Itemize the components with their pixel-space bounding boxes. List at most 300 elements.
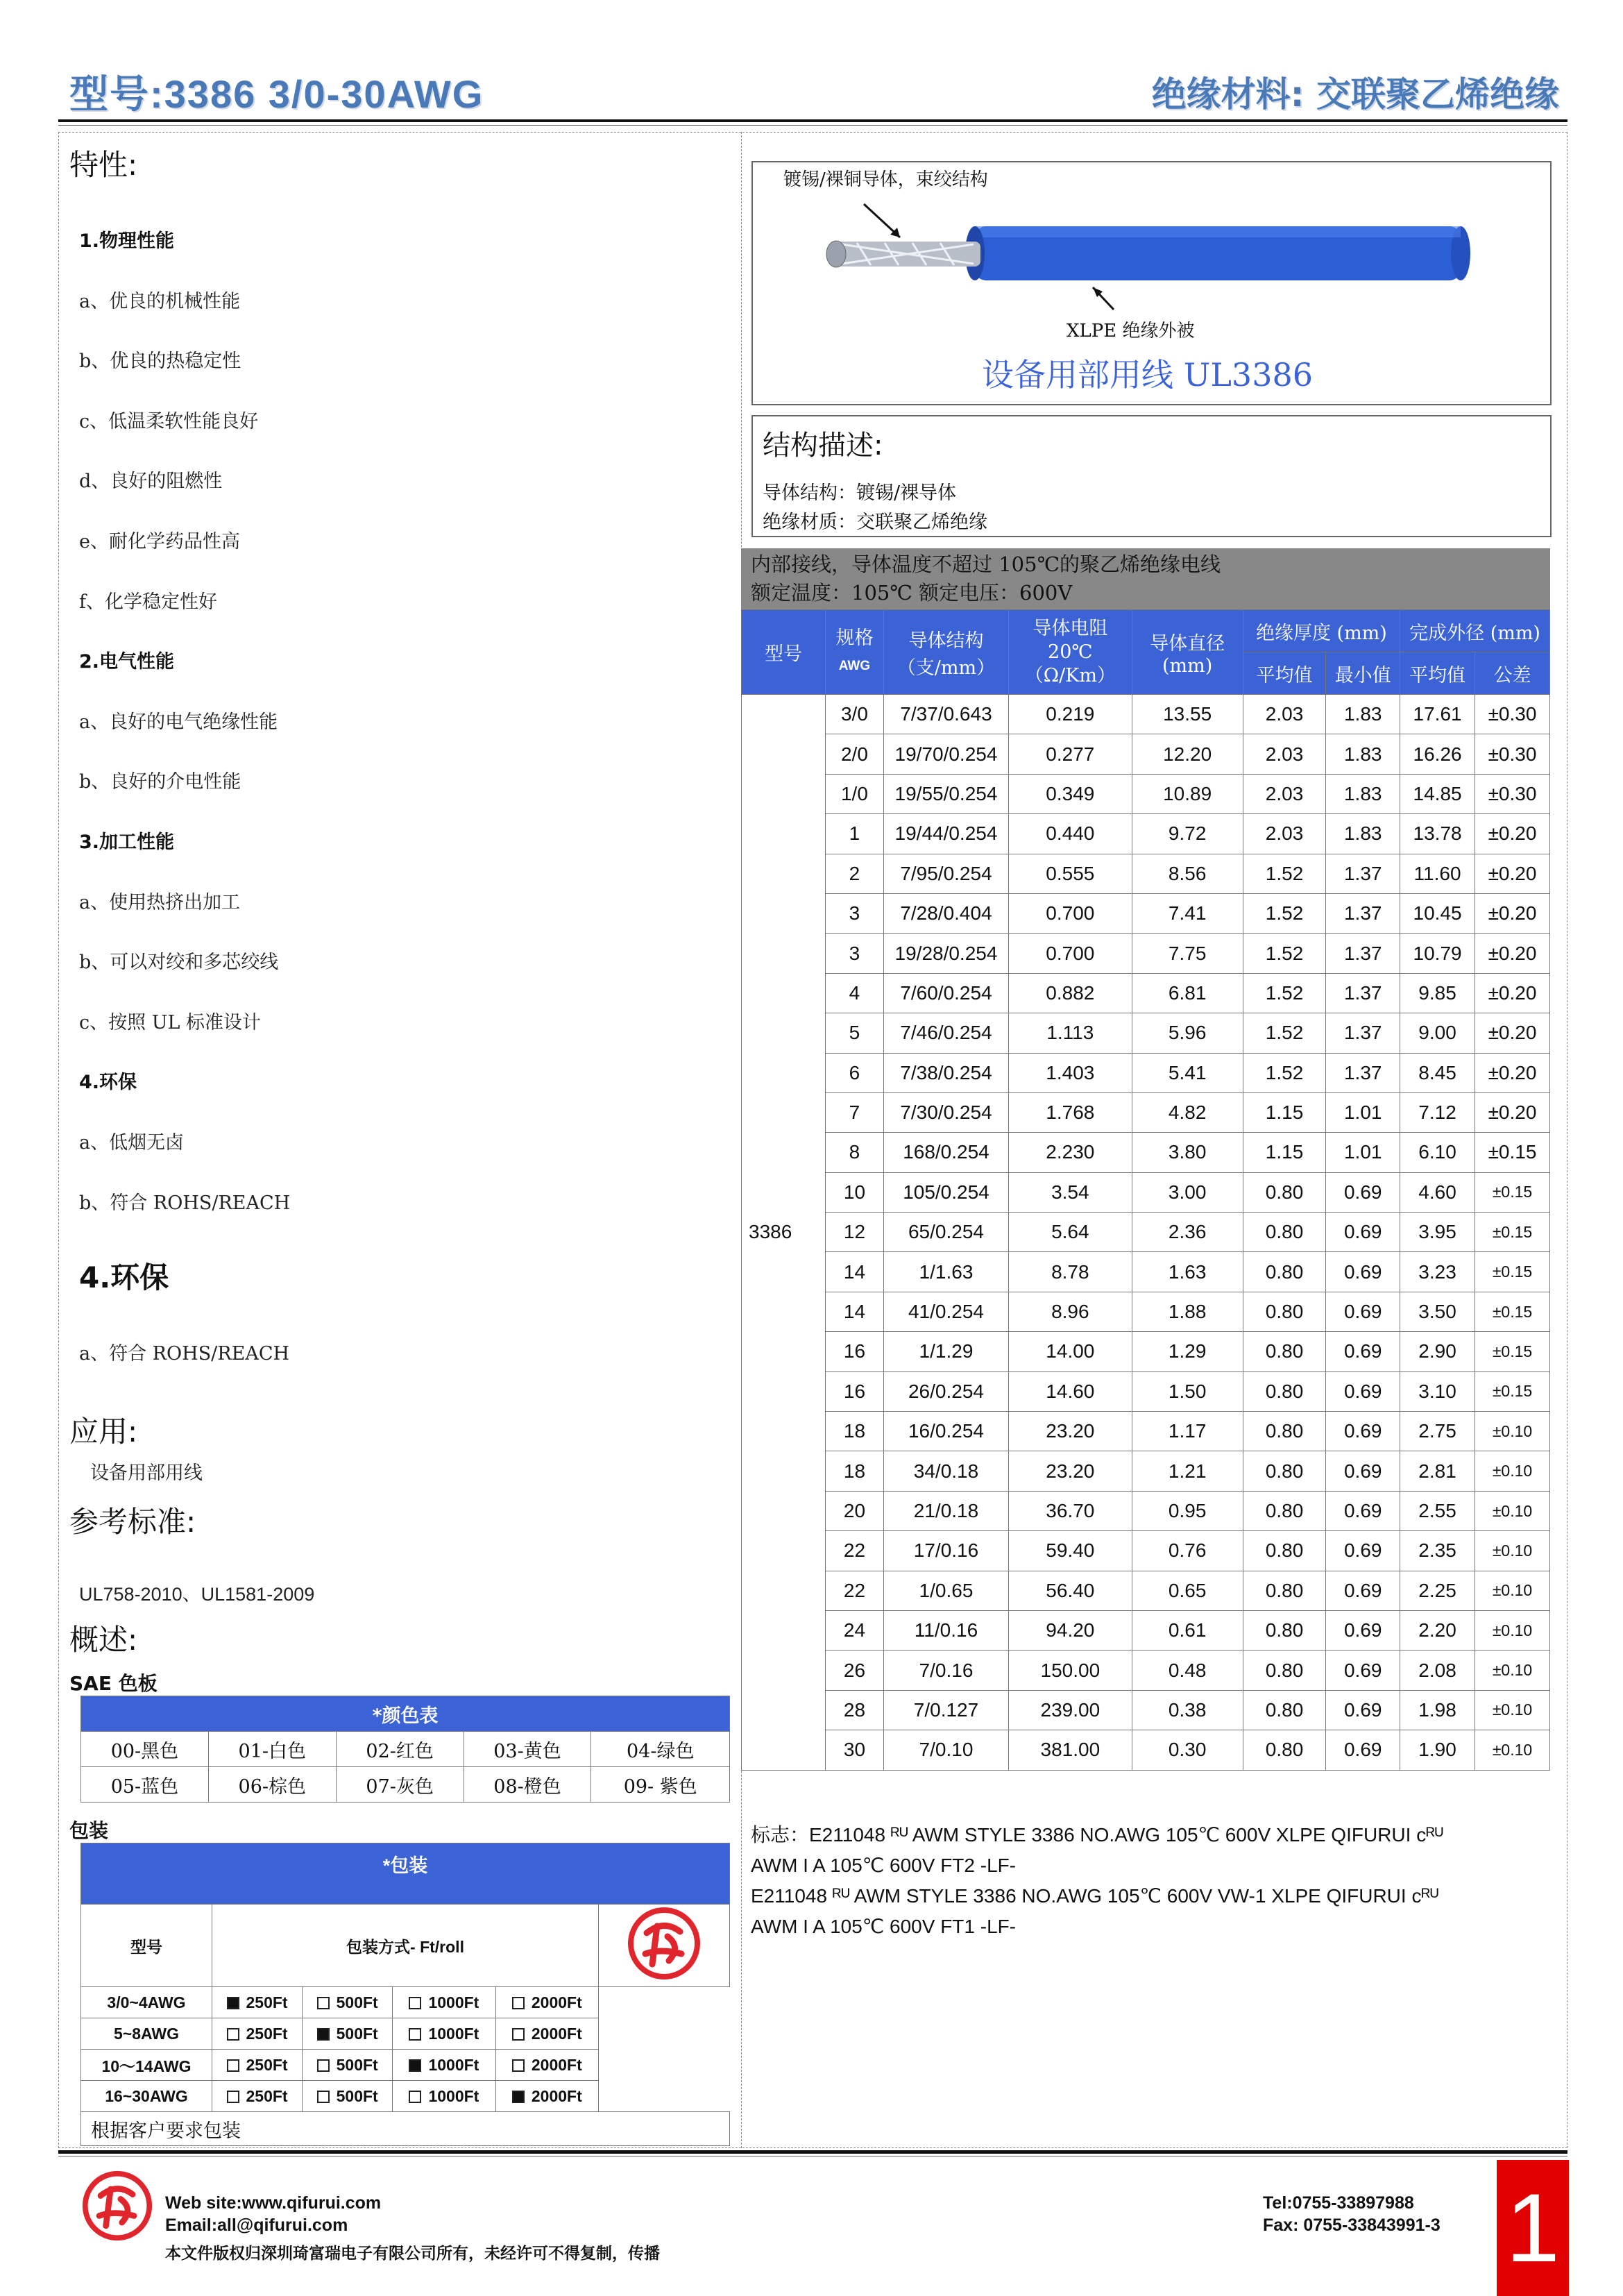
spec-cell: 1.52 [1243, 854, 1326, 893]
spec-cell: 10.79 [1400, 934, 1475, 973]
spec-cell: 2.81 [1400, 1451, 1475, 1491]
spec-cell: 9.00 [1400, 1013, 1475, 1053]
spec-cell: 0.555 [1009, 854, 1132, 893]
spec-cell: 1.01 [1326, 1133, 1400, 1172]
packing-option-label: 2000Ft [531, 2086, 582, 2105]
spec-cell: 16/0.254 [883, 1412, 1008, 1451]
spec-cell: 0.38 [1132, 1690, 1243, 1730]
spec-cell: ±0.10 [1475, 1610, 1550, 1650]
spec-cell: ±0.20 [1475, 1092, 1550, 1132]
spec-cell: 0.80 [1243, 1730, 1326, 1770]
spec-cell: 0.69 [1326, 1610, 1400, 1650]
marking-line: AWM I A 105℃ 600V FT2 -LF- [751, 1855, 1017, 1876]
spec-cell: 2.03 [1243, 734, 1326, 774]
spec-cell: 1.83 [1326, 814, 1400, 854]
spec-cell: 1.37 [1326, 854, 1400, 893]
spec-cell: 17.61 [1400, 695, 1475, 734]
color-cell: 01-白色 [208, 1732, 336, 1767]
empty-box-icon [409, 1997, 421, 2009]
spec-cell: 1.29 [1132, 1332, 1243, 1371]
spec-cell: 2/0 [826, 734, 884, 774]
spec-cell: 1.63 [1132, 1252, 1243, 1292]
packing-col-method: 包装方式- Ft/roll [212, 1905, 599, 1987]
spec-cell: 12.20 [1132, 734, 1243, 774]
packing-option-label: 500Ft [336, 2024, 378, 2043]
spec-cell: 7/0.16 [883, 1651, 1008, 1690]
empty-box-icon [512, 1997, 525, 2009]
feature-item: a、低烟无卤 [79, 1132, 185, 1154]
company-logo-icon [626, 1905, 702, 1982]
spec-cell: ±0.10 [1475, 1651, 1550, 1690]
spec-cell: 0.440 [1009, 814, 1132, 854]
spec-cell: 1.113 [1009, 1013, 1132, 1053]
spec-cell: 150.00 [1009, 1651, 1132, 1690]
color-cell: 06-棕色 [208, 1767, 336, 1803]
color-cell: 02-红色 [336, 1732, 464, 1767]
spec-cell: 6.81 [1132, 973, 1243, 1013]
col-resistance: 导体电阻 20℃ （Ω/Km） [1009, 610, 1132, 695]
col-spec [826, 610, 884, 695]
overview-heading: 概述: [69, 1623, 138, 1657]
spec-cell: 3 [826, 934, 884, 973]
spec-cell: 2.03 [1243, 774, 1326, 813]
checked-box-icon [409, 2059, 421, 2072]
packing-option-label: 1000Ft [428, 1993, 479, 2011]
packing-model: 3/0~4AWG [81, 1987, 212, 2018]
spec-cell: 1.15 [1243, 1133, 1326, 1172]
packing-label: 包装 [69, 1819, 109, 1842]
page-number: 1 [1497, 2160, 1569, 2296]
empty-box-icon [227, 2091, 239, 2103]
packing-option-label: 500Ft [336, 2055, 378, 2074]
spec-cell: 0.69 [1326, 1451, 1400, 1491]
standards-text: UL758-2010、UL1581-2009 [79, 1584, 315, 1605]
standards-heading: 参考标准: [69, 1505, 196, 1539]
spec-cell: 26/0.254 [883, 1371, 1008, 1411]
footer-logo-icon [80, 2169, 154, 2243]
spec-cell: ±0.20 [1475, 1013, 1550, 1053]
spec-cell: 10.45 [1400, 893, 1475, 933]
structure-box [751, 415, 1552, 537]
spec-cell: 9.85 [1400, 973, 1475, 1013]
footer-copyright: 本文件版权归深圳琦富瑞电子有限公司所有，未经许可不得复制，传播 [165, 2245, 660, 2263]
spec-cell: 26 [826, 1651, 884, 1690]
spec-cell: 1.403 [1009, 1053, 1132, 1092]
spec-cell: 59.40 [1009, 1531, 1132, 1571]
spec-cell: 1.98 [1400, 1690, 1475, 1730]
spec-cell: 10 [826, 1172, 884, 1212]
packing-model: 10～14AWG [81, 2050, 212, 2081]
spec-cell: 7/37/0.643 [883, 695, 1008, 734]
structure-heading: 结构描述: [763, 430, 883, 462]
spec-cell: ±0.30 [1475, 695, 1550, 734]
spec-cell: 1.01 [1326, 1092, 1400, 1132]
feature-group-title: 4.环保 [79, 1072, 137, 1094]
col-model: 型号 [742, 610, 826, 695]
spec-cell: 18 [826, 1412, 884, 1451]
empty-box-icon [409, 2028, 421, 2041]
spec-cell: ±0.20 [1475, 893, 1550, 933]
packing-option [393, 2050, 495, 2081]
spec-cell: ±0.30 [1475, 774, 1550, 813]
spec-cell: ±0.10 [1475, 1531, 1550, 1571]
model-cell: 3386 [742, 695, 826, 1771]
spec-cell: 4 [826, 973, 884, 1013]
spec-cell: ±0.20 [1475, 854, 1550, 893]
spec-cell: 16.26 [1400, 734, 1475, 774]
spec-cell: 6.10 [1400, 1133, 1475, 1172]
spec-cell: 1.37 [1326, 973, 1400, 1013]
spec-cell: ±0.10 [1475, 1571, 1550, 1610]
env-big-title: 4.环保 [79, 1260, 169, 1294]
checked-box-icon [512, 2091, 525, 2103]
spec-cell: 7/28/0.404 [883, 893, 1008, 933]
spec-cell: 94.20 [1009, 1610, 1132, 1650]
spec-cell: 0.76 [1132, 1531, 1243, 1571]
feature-group-title: 3.加工性能 [79, 832, 175, 853]
spec-cell: 2.08 [1400, 1651, 1475, 1690]
marking-line: 标志：E211048 ᴿᵁ AWM STYLE 3386 NO.AWG 105℃ 600V XLPE QIFURUI cᴿᵁ [751, 1824, 1443, 1846]
spec-cell: 7/38/0.254 [883, 1053, 1008, 1092]
spec-cell: 0.61 [1132, 1610, 1243, 1650]
spec-cell: 0.80 [1243, 1651, 1326, 1690]
spec-cell: 5 [826, 1013, 884, 1053]
spec-cell: 2.90 [1400, 1332, 1475, 1371]
spec-cell: ±0.15 [1475, 1292, 1550, 1331]
spec-cell: 1.83 [1326, 734, 1400, 774]
spec-cell: 11/0.16 [883, 1610, 1008, 1650]
spec-cell: 16 [826, 1332, 884, 1371]
feature-group-title: 1.物理性能 [79, 230, 175, 252]
packing-option [495, 2050, 598, 2081]
spec-cell: ±0.15 [1475, 1252, 1550, 1292]
spec-cell: 0.69 [1326, 1412, 1400, 1451]
spec-cell: 1.768 [1009, 1092, 1132, 1132]
spec-cell: 13.55 [1132, 695, 1243, 734]
col-diameter: 导体直径(mm) [1132, 610, 1243, 695]
spec-cell: 0.700 [1009, 934, 1132, 973]
spec-cell: 1.52 [1243, 1013, 1326, 1053]
spec-cell: 1.83 [1326, 695, 1400, 734]
empty-box-icon [409, 2091, 421, 2103]
spec-cell: 1.52 [1243, 893, 1326, 933]
spec-cell: 1/1.63 [883, 1252, 1008, 1292]
spec-cell: 2.03 [1243, 695, 1326, 734]
feature-item: b、符合 ROHS/REACH [79, 1192, 291, 1214]
packing-option [303, 1987, 393, 2018]
spec-cell: ±0.10 [1475, 1730, 1550, 1770]
spec-cell: 18 [826, 1451, 884, 1491]
spec-cell: 34/0.18 [883, 1451, 1008, 1491]
rating-line1: 内部接线，导体温度不超过 105℃的聚乙烯绝缘电线 [751, 552, 1221, 576]
wire-label-top: 镀锡/裸铜导体，束绞结构 [783, 169, 988, 190]
spec-cell: 28 [826, 1690, 884, 1730]
spec-cell: 1.52 [1243, 1053, 1326, 1092]
spec-cell: 3.54 [1009, 1172, 1132, 1212]
packing-option-label: 2000Ft [531, 2024, 582, 2043]
col-ins-thickness: 绝缘厚度 (mm) [1243, 610, 1400, 652]
col-conductor: 导体结构（支/mm） [883, 610, 1008, 695]
spec-cell: 0.80 [1243, 1412, 1326, 1451]
spec-cell: 3/0 [826, 695, 884, 734]
color-cell: 09- 紫色 [591, 1767, 730, 1803]
spec-cell: 4.82 [1132, 1092, 1243, 1132]
insulation-material: 绝缘材料: 交联聚乙烯绝缘 [1151, 74, 1559, 115]
header-rule-thin [58, 125, 1567, 126]
spec-cell: ±0.20 [1475, 973, 1550, 1013]
spec-cell: 1.83 [1326, 774, 1400, 813]
packing-option-label: 1000Ft [428, 2055, 479, 2074]
spec-cell: ±0.15 [1475, 1371, 1550, 1411]
spec-cell: 2.230 [1009, 1133, 1132, 1172]
packing-col-model: 型号 [81, 1905, 212, 1987]
spec-cell: 0.80 [1243, 1252, 1326, 1292]
color-cell: 00-黑色 [81, 1732, 209, 1767]
spec-cell: 22 [826, 1531, 884, 1571]
packing-model: 5~8AWG [81, 2018, 212, 2050]
spec-cell: 11.60 [1400, 854, 1475, 893]
spec-cell: 2.03 [1243, 814, 1326, 854]
packing-option-label: 1000Ft [428, 2086, 479, 2105]
spec-cell: 0.69 [1326, 1213, 1400, 1252]
spec-cell: ±0.15 [1475, 1172, 1550, 1212]
spec-cell: ±0.10 [1475, 1690, 1550, 1730]
feature-item: a、良好的电气绝缘性能 [79, 711, 278, 733]
feature-group-title: 2.电气性能 [79, 651, 175, 673]
spec-cell: 0.48 [1132, 1651, 1243, 1690]
packing-option-label: 500Ft [336, 2086, 378, 2105]
spec-cell: 1.17 [1132, 1412, 1243, 1451]
spec-cell: 1.37 [1326, 1053, 1400, 1092]
marking-text [751, 1820, 1549, 1942]
spec-cell: ±0.20 [1475, 934, 1550, 973]
packing-option [212, 1987, 303, 2018]
empty-box-icon [317, 1997, 330, 2009]
packing-option [393, 2081, 495, 2112]
spec-cell: ±0.20 [1475, 1053, 1550, 1092]
spec-cell: 0.69 [1326, 1252, 1400, 1292]
feature-item: b、良好的介电性能 [79, 771, 241, 793]
spec-cell: 19/44/0.254 [883, 814, 1008, 854]
spec-cell: 0.219 [1009, 695, 1132, 734]
feature-item: a、使用热挤出加工 [79, 891, 241, 913]
spec-cell: 30 [826, 1730, 884, 1770]
spec-cell: 1.52 [1243, 934, 1326, 973]
col-outer-dia: 完成外径 (mm) [1400, 610, 1550, 652]
spec-cell: 168/0.254 [883, 1133, 1008, 1172]
spec-cell: 7/60/0.254 [883, 973, 1008, 1013]
footer-email: Email:all@qifurui.com [165, 2215, 348, 2235]
spec-cell: 10.89 [1132, 774, 1243, 813]
spec-cell: 23.20 [1009, 1451, 1132, 1491]
spec-cell: 17/0.16 [883, 1531, 1008, 1571]
empty-box-icon [227, 2028, 239, 2041]
packing-table [80, 1843, 730, 2146]
packing-option [212, 2081, 303, 2112]
spec-cell: 0.80 [1243, 1172, 1326, 1212]
spec-cell: 0.69 [1326, 1371, 1400, 1411]
spec-cell: 0.80 [1243, 1690, 1326, 1730]
spec-cell: 36.70 [1009, 1491, 1132, 1530]
application-text: 设备用部用线 [90, 1462, 203, 1484]
spec-cell: 14.85 [1400, 774, 1475, 813]
marking-line: E211048 ᴿᵁ AWM STYLE 3386 NO.AWG 105℃ 600V VW-1 XLPE QIFURUI cᴿᵁ [751, 1885, 1439, 1907]
color-cell: 07-灰色 [336, 1767, 464, 1803]
packing-option-label: 250Ft [246, 2086, 288, 2105]
spec-cell: 3.00 [1132, 1172, 1243, 1212]
spec-cell: 1.37 [1326, 934, 1400, 973]
spec-cell: 24 [826, 1610, 884, 1650]
spec-cell: 14 [826, 1292, 884, 1331]
spec-cell: 9.72 [1132, 814, 1243, 854]
spec-cell: ±0.15 [1475, 1133, 1550, 1172]
footer-fax: Fax: 0755-33843991-3 [1263, 2215, 1441, 2235]
spec-cell: 7/95/0.254 [883, 854, 1008, 893]
spec-cell: 65/0.254 [883, 1213, 1008, 1252]
spec-cell: 3.95 [1400, 1213, 1475, 1252]
spec-cell: 19/70/0.254 [883, 734, 1008, 774]
packing-option [303, 2050, 393, 2081]
spec-cell: 14.60 [1009, 1371, 1132, 1411]
spec-cell: 1.52 [1243, 973, 1326, 1013]
spec-cell: 1/0 [826, 774, 884, 813]
spec-cell: 3.50 [1400, 1292, 1475, 1331]
wire-caption: 设备用部用线 UL3386 [982, 356, 1314, 394]
empty-box-icon [512, 2059, 525, 2072]
spec-cell: 8.45 [1400, 1053, 1475, 1092]
spec-cell: ±0.15 [1475, 1332, 1550, 1371]
spec-cell: 2.35 [1400, 1531, 1475, 1571]
feature-item: b、优良的热稳定性 [79, 351, 241, 373]
packing-option [393, 2018, 495, 2050]
spec-cell: 21/0.18 [883, 1491, 1008, 1530]
spec-cell: 3.23 [1400, 1252, 1475, 1292]
rating-bar [741, 548, 1550, 609]
color-cell: 04-绿色 [591, 1732, 730, 1767]
spec-cell: 8.96 [1009, 1292, 1132, 1331]
packing-option-label: 250Ft [246, 2055, 288, 2074]
spec-cell: 19/55/0.254 [883, 774, 1008, 813]
spec-cell: 0.65 [1132, 1571, 1243, 1610]
spec-cell: 8.56 [1132, 854, 1243, 893]
spec-cell: 7.41 [1132, 893, 1243, 933]
spec-cell: 7.75 [1132, 934, 1243, 973]
packing-option [303, 2018, 393, 2050]
wire-label-bottom: XLPE 绝缘外被 [1067, 321, 1195, 341]
spec-cell: 0.69 [1326, 1292, 1400, 1331]
spec-cell: 0.69 [1326, 1531, 1400, 1571]
spec-cell: 1.37 [1326, 1013, 1400, 1053]
empty-box-icon [317, 2091, 330, 2103]
features-heading: 特性: [69, 148, 138, 182]
packing-note: 根据客户要求包装 [81, 2112, 730, 2146]
packing-option-label: 500Ft [336, 1993, 378, 2011]
spec-cell: 0.80 [1243, 1213, 1326, 1252]
spec-cell: 0.95 [1132, 1491, 1243, 1530]
packing-option-label: 250Ft [246, 2024, 288, 2043]
checked-box-icon [227, 1997, 239, 2009]
color-cell: 05-蓝色 [81, 1767, 209, 1803]
spec-cell: 7 [826, 1092, 884, 1132]
spec-cell: 6 [826, 1053, 884, 1092]
rating-line2: 额定温度：105℃ 额定电压：600V [751, 581, 1073, 605]
env-big-item: a、符合 ROHS/REACH [79, 1343, 290, 1365]
feature-item: d、良好的阻燃性 [79, 471, 223, 493]
spec-cell: 0.69 [1326, 1571, 1400, 1610]
spec-cell: 239.00 [1009, 1690, 1132, 1730]
model-title: 型号:3386 3/0-30AWG [69, 72, 484, 116]
spec-cell: 2.25 [1400, 1571, 1475, 1610]
spec-cell: 7/0.10 [883, 1730, 1008, 1770]
spec-cell: 7/46/0.254 [883, 1013, 1008, 1053]
packing-option-label: 2000Ft [531, 2055, 582, 2074]
spec-cell: 22 [826, 1571, 884, 1610]
spec-cell: 7/30/0.254 [883, 1092, 1008, 1132]
spec-cell: 5.41 [1132, 1053, 1243, 1092]
color-table [80, 1696, 730, 1803]
company-logo-cell [599, 1905, 730, 1987]
footer-tel: Tel:0755-33897988 [1263, 2193, 1414, 2213]
spec-cell: 0.80 [1243, 1292, 1326, 1331]
spec-cell: 1.88 [1132, 1292, 1243, 1331]
spec-cell: 1.37 [1326, 893, 1400, 933]
spec-cell: 0.69 [1326, 1651, 1400, 1690]
spec-cell: 3 [826, 893, 884, 933]
application-heading: 应用: [69, 1415, 138, 1449]
spec-cell: 0.80 [1243, 1371, 1326, 1411]
spec-cell: 3.10 [1400, 1371, 1475, 1411]
col-awg-label: AWG [838, 658, 871, 673]
footer-rule [58, 2150, 1567, 2154]
packing-model: 16~30AWG [81, 2081, 212, 2112]
spec-cell: 0.80 [1243, 1491, 1326, 1530]
spec-cell: ±0.10 [1475, 1491, 1550, 1530]
feature-item: f、化学稳定性好 [79, 591, 217, 613]
col-ins-min: 最小值 [1326, 652, 1400, 695]
feature-item: e、耐化学药品性高 [79, 531, 240, 552]
feature-item: b、可以对绞和多芯绞线 [79, 952, 279, 974]
spec-cell: 7/0.127 [883, 1690, 1008, 1730]
spec-cell: 19/28/0.254 [883, 934, 1008, 973]
spec-cell: 0.30 [1132, 1730, 1243, 1770]
col-ins-avg: 平均值 [1243, 652, 1326, 695]
spec-cell: 2.55 [1400, 1491, 1475, 1530]
spec-cell: 8 [826, 1133, 884, 1172]
spec-cell: 16 [826, 1371, 884, 1411]
checked-box-icon [317, 2028, 330, 2041]
spec-cell: 1.90 [1400, 1730, 1475, 1770]
spec-cell: 4.60 [1400, 1172, 1475, 1212]
spec-cell: 1/1.29 [883, 1332, 1008, 1371]
sae-label: SAE 色板 [69, 1672, 158, 1695]
spec-cell: 1.50 [1132, 1371, 1243, 1411]
spec-cell: ±0.15 [1475, 1213, 1550, 1252]
packing-option-label: 2000Ft [531, 1993, 582, 2011]
spec-cell: 0.80 [1243, 1531, 1326, 1571]
spec-cell: ±0.10 [1475, 1412, 1550, 1451]
spec-cell: 5.64 [1009, 1213, 1132, 1252]
spec-cell: 41/0.254 [883, 1292, 1008, 1331]
header-rule [58, 119, 1567, 122]
spec-cell: 14 [826, 1252, 884, 1292]
spec-cell: 5.96 [1132, 1013, 1243, 1053]
empty-box-icon [317, 2059, 330, 2072]
structure-line2: 绝缘材质：交联聚乙烯绝缘 [763, 512, 987, 533]
spec-cell: 8.78 [1009, 1252, 1132, 1292]
spec-cell: 1.21 [1132, 1451, 1243, 1491]
packing-option [495, 1987, 598, 2018]
spec-cell: 20 [826, 1491, 884, 1530]
